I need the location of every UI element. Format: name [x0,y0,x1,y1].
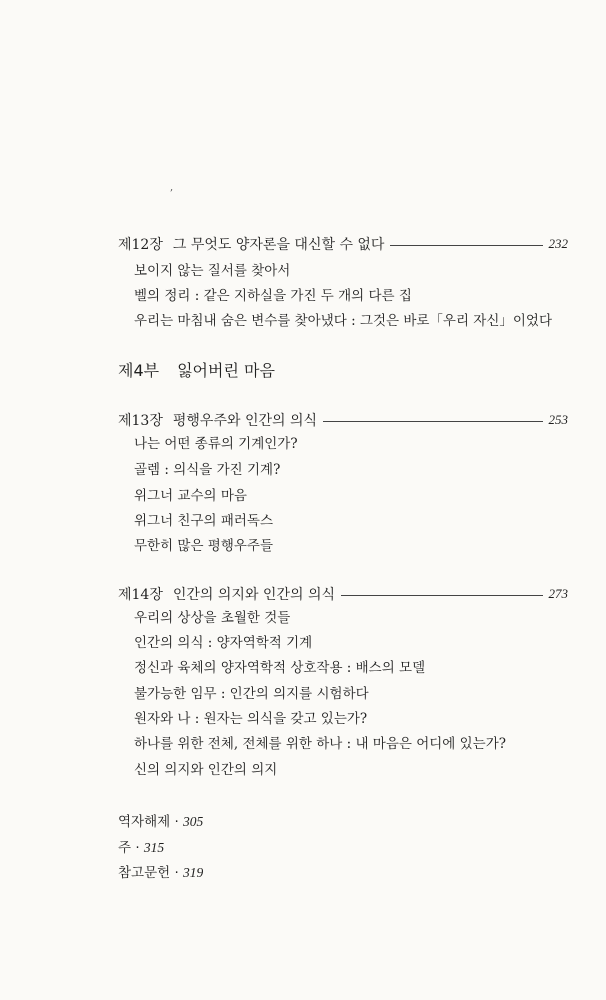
part-heading [118,358,275,381]
part-title: 잃어버린 마음 [177,361,275,380]
chapter-title: 평행우주와 인간의 의식 [172,413,318,429]
backmatter-label: 참고문헌 [118,865,171,881]
backmatter-entry[interactable]: 주 · 315 [118,840,165,856]
section-title: 위그너 친구의 패러독스 [134,513,273,529]
chapter-13-entry[interactable] [118,408,568,432]
part-number: 제4부 [118,361,160,380]
chapter-14-entry[interactable] [118,582,568,606]
chapter-page-number: 253 [548,412,568,427]
backmatter-page: 319 [183,865,204,880]
section-title: 불가능한 임무 : 인간의 의지를 시험하다 [134,686,369,702]
backmatter-page: 315 [143,840,165,855]
section-title: 신의 의지와 인간의 의지 [134,762,278,778]
section-title: 우리는 마침내 숨은 변수를 찾아냈다 : 그것은 바로「우리 자신」이었다 [134,313,552,329]
backmatter-label: 주 [118,840,132,856]
dot-leader [341,595,543,596]
section-title: 하나를 위한 전체, 전체를 위한 하나 : 내 마음은 어디에 있는가? [134,736,506,752]
section-title: 나는 어떤 종류의 기계인가? [134,436,298,452]
section-title: 인간의 의식 : 양자역학적 기계 [134,635,313,651]
section-title: 우리의 상상을 초월한 것들 [134,610,291,626]
section-title: 원자와 나 : 원자는 의식을 갖고 있는가? [134,711,368,727]
section-title: 위그너 교수의 마음 [134,488,247,504]
backmatter-page: 305 [183,814,204,829]
backmatter-label: 역자해제 [118,814,171,830]
chapter-title: 인간의 의지와 인간의 의식 [172,587,335,603]
chapter-page-number: 273 [548,586,568,601]
section-title: 무한히 많은 평행우주들 [134,538,273,554]
chapter-number: 제12장 [118,237,163,253]
chapter-number: 제14장 [118,587,163,603]
chapter-page-number: 232 [548,236,568,251]
chapter-title: 그 무엇도 양자론을 대신할 수 없다 [172,237,385,253]
stray-mark: , [170,182,174,193]
backmatter-entry[interactable]: 참고문헌 · 319 [118,865,204,881]
chapter-12-entry[interactable] [118,232,568,256]
section-title: 보이지 않는 질서를 찾아서 [134,263,291,279]
chapter-number: 제13장 [118,413,163,429]
section-title: 골렘 : 의식을 가진 기계? [134,462,281,478]
section-title: 정신과 육체의 양자역학적 상호작용 : 배스의 모델 [134,660,426,676]
dot-leader [390,245,542,246]
backmatter-entry[interactable]: 역자해제 · 305 [118,814,204,830]
section-title: 벨의 정리 : 같은 지하실을 가진 두 개의 다른 집 [134,288,412,304]
dot-leader [323,421,542,422]
